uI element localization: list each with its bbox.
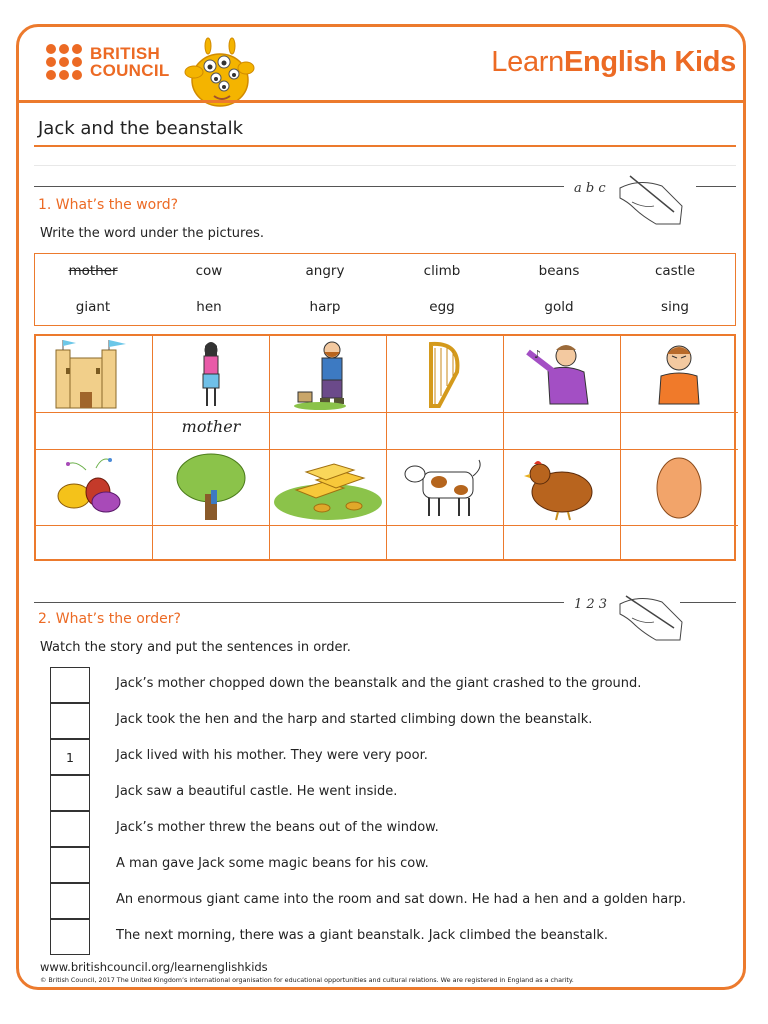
answer-cell[interactable] xyxy=(621,413,738,450)
order-sentence: The next morning, there was a giant beanstalk. Jack climbed the beanstalk. xyxy=(116,928,609,943)
order-number-box[interactable] xyxy=(50,775,90,811)
order-sentence: Jack lived with his mother. They were very poor. xyxy=(116,748,428,763)
word-bank-item: hen xyxy=(196,299,222,315)
order-row xyxy=(50,919,750,955)
writing-hand-icon xyxy=(570,588,690,644)
order-row xyxy=(50,703,750,739)
cow-icon xyxy=(387,450,504,526)
picture-cell-angry xyxy=(621,336,738,413)
picture-cell-hen xyxy=(504,450,621,526)
order-number-box[interactable] xyxy=(50,703,90,739)
section1-instruction: Write the word under the pictures. xyxy=(40,226,264,241)
picture-cell-gold xyxy=(270,450,387,526)
order-row xyxy=(50,739,750,775)
picture-cell-beans xyxy=(36,450,153,526)
angry-boy-icon xyxy=(621,336,738,413)
logo-dots-icon xyxy=(46,44,82,80)
tree-climb-icon xyxy=(153,450,270,526)
word-bank-item: cow xyxy=(195,263,223,279)
monster-mascot-icon xyxy=(178,36,260,110)
magic-beans-icon xyxy=(36,450,153,526)
answer-cell[interactable] xyxy=(270,526,387,559)
order-number-box[interactable]: 1 xyxy=(50,739,90,775)
word-bank-item: egg xyxy=(429,299,455,315)
picture-grid xyxy=(34,334,736,561)
answer-cell[interactable] xyxy=(621,526,738,559)
section1-heading: 1. What’s the word? xyxy=(38,197,179,213)
egg-icon xyxy=(621,450,738,526)
word-bank-item: harp xyxy=(309,299,341,315)
learnenglish-kids-logo: LearnEnglish Kids xyxy=(491,46,736,78)
order-number-box[interactable] xyxy=(50,667,90,703)
svg-text:a b c: a b c xyxy=(574,181,606,196)
svg-text:♪: ♪ xyxy=(534,348,542,361)
order-number-box[interactable] xyxy=(50,847,90,883)
order-sentence: Jack took the hen and the harp and started climbing down the beanstalk. xyxy=(116,712,593,727)
word-bank-item: castle xyxy=(654,263,696,279)
picture-cell-sing xyxy=(504,336,621,413)
giant-icon xyxy=(270,336,387,413)
order-number-box[interactable] xyxy=(50,811,90,847)
writing-hand-icon xyxy=(570,172,690,228)
answer-cell[interactable] xyxy=(36,413,153,450)
footer-url[interactable]: www.britishcouncil.org/learnenglishkids xyxy=(40,960,268,974)
answer-cell[interactable] xyxy=(504,526,621,559)
order-number-box[interactable] xyxy=(50,883,90,919)
picture-cell-climb xyxy=(153,450,270,526)
order-row xyxy=(50,811,750,847)
answer-cell[interactable] xyxy=(153,413,270,450)
answer-cell[interactable] xyxy=(504,413,621,450)
order-sentence: Jack saw a beautiful castle. He went inside. xyxy=(116,784,398,799)
answer-cell[interactable] xyxy=(387,526,504,559)
harp-icon xyxy=(387,336,504,413)
word-bank-item: giant xyxy=(75,299,111,315)
word-bank-item: climb xyxy=(423,263,461,279)
mother-icon xyxy=(153,336,270,413)
answer-cell[interactable] xyxy=(153,526,270,559)
section2-heading: 2. What’s the order? xyxy=(38,611,181,627)
answer-example: mother xyxy=(181,417,241,436)
title-underline xyxy=(34,145,736,147)
picture-cell-mother xyxy=(153,336,270,413)
hen-icon xyxy=(504,450,621,526)
word-bank-item: mother xyxy=(68,263,118,279)
section1-rule xyxy=(34,186,564,187)
answer-cell[interactable] xyxy=(36,526,153,559)
picture-cell-harp xyxy=(387,336,504,413)
answer-cell[interactable] xyxy=(270,413,387,450)
order-row xyxy=(50,775,750,811)
page-title: Jack and the beanstalk xyxy=(38,118,244,139)
section2-instruction: Watch the story and put the sentences in order. xyxy=(40,640,351,655)
word-bank-item: angry xyxy=(305,263,345,279)
picture-cell-giant xyxy=(270,336,387,413)
logo-line-1: BRITISH xyxy=(90,44,161,63)
order-row xyxy=(50,667,750,703)
header-divider xyxy=(18,100,744,103)
word-bank-item: gold xyxy=(544,299,574,315)
order-row xyxy=(50,847,750,883)
guide-line xyxy=(34,165,736,166)
word-bank xyxy=(34,253,736,326)
british-council-logo xyxy=(46,44,170,80)
gold-bars-icon xyxy=(270,450,387,526)
order-sentence: A man gave Jack some magic beans for his cow. xyxy=(116,856,429,871)
order-sentence: An enormous giant came into the room and sat down. He had a hen and a golden harp. xyxy=(116,892,686,907)
singing-man-icon xyxy=(504,336,621,413)
order-sentence: Jack’s mother threw the beans out of the window. xyxy=(116,820,439,835)
word-bank-item: beans xyxy=(538,263,580,279)
castle-icon xyxy=(36,336,153,413)
logo-line-2: COUNCIL xyxy=(90,61,170,80)
order-row xyxy=(50,883,750,919)
picture-cell-castle xyxy=(36,336,153,413)
order-sentence: Jack’s mother chopped down the beanstalk and the giant crashed to the ground. xyxy=(116,676,642,691)
section2-rule xyxy=(34,602,564,603)
picture-cell-cow xyxy=(387,450,504,526)
word-bank-item: sing xyxy=(661,299,689,315)
footer-copyright: © British Council, 2017 The United Kingdom’s international organisation for educational opportunities and cultural relations. We are registered in England as a charity. xyxy=(40,976,574,984)
picture-cell-egg xyxy=(621,450,738,526)
order-number-box[interactable] xyxy=(50,919,90,955)
answer-cell[interactable] xyxy=(387,413,504,450)
section1-rule-end xyxy=(696,186,736,187)
svg-text:1 2 3: 1 2 3 xyxy=(574,597,608,612)
